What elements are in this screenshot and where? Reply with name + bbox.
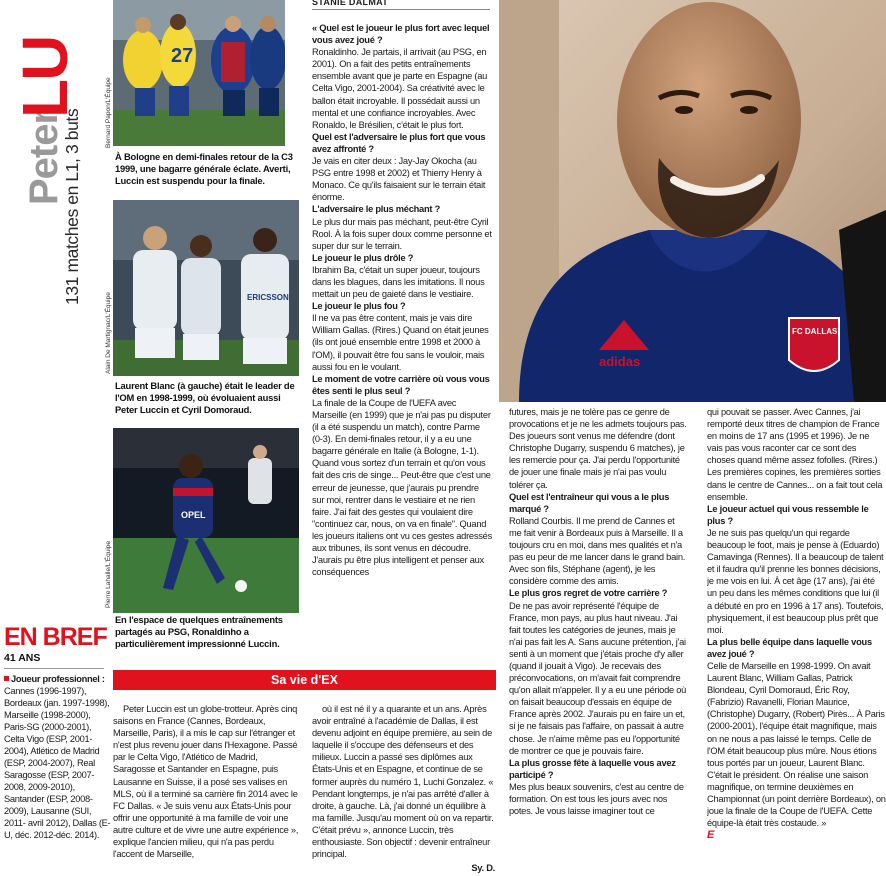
interview-answer: Je ne suis pas quelqu'un qui regarde beaucoup le foot, mais je pense à (Eduardo) Camavinga (Rennes). Il a beaucoup de talent et il faudra qu'il prenne les bonnes décisions, je me vois en lui. À cet âge (17 ans), j'ai été un peu dans les mêmes conditions que lui (il a débuté en pro en 1996 à 17 ans). Toutefois, physiquement, il est beaucoup plus prêt que moi. bbox=[707, 527, 884, 635]
interview-answer: La finale de la Coupe de l'UEFA avec Marseille (en 1999) que je n'ai pas pu disputer (il a été suspendu un match), contre Parme (0-3). En demi-finales retour, il y a eu une bagarre générale en Italie (à Bologne, 1-1). Quand vous sortez d'un terrain et qu'on vous fait des cris de singe... Peut-être que c'est une erreur de jeunesse, que j'aurais pu prendre sur moi, rentrer dans le vestiaire et ne rien faire. J'ai fait des gestes qui voulaient dire "continuez car, nous, on va en finale". Quand les joueurs italiens ont vu ces gestes adressés aux tribunes, ils sont venus en découdre. J'aurais pu être plus intelligent et penser aux conséquences bbox=[312, 397, 492, 578]
interview-question: La plus belle équipe dans laquelle vous avez joué ? bbox=[707, 636, 872, 659]
en-bref-title: EN BREF bbox=[4, 623, 107, 651]
interview-question: Le moment de votre carrière où vous vous êtes senti le plus seul ? bbox=[312, 373, 490, 396]
player-stats: 131 matches en L1, 3 buts bbox=[62, 108, 82, 305]
interview-question: Quel est l'adversaire le plus fort que vous avez affronté ? bbox=[312, 131, 486, 154]
en-bref-divider bbox=[4, 668, 104, 669]
career-text: Cannes (1996-1997), Bordeaux (jan. 1997-1998), Marseille (1998-2000), Paris-SG (2000-2001), Celta Vigo (ESP, 2001-2004), Atlético de Madrid (ESP, 2004-2007), Real Saragosse (ESP, 2007-2008, 2009-2010), Santander (ESP, 2008-2009), Lausanne (SUI, 2011- avril 2012), Dallas (E-U, déc. 2012-déc. 2014). bbox=[4, 686, 111, 840]
header-rule bbox=[312, 9, 490, 10]
interview-column-3 bbox=[707, 406, 886, 876]
interview-answer: Ronaldinho. Je partais, il arrivait (au PSG, en 2001). On a fait des petits entraînements ensemble avant que je parte en Espagne (au Celta Vigo, 2001-2004). Sa créativité avec le ballon était incroyable. Il possédait aussi un mental et une confiance incroyables. Avec Ronaldo, le Brésilien, c'était le plus fort. bbox=[312, 47, 488, 130]
opel-shirt-logo: OPEL bbox=[181, 510, 206, 520]
interview-answer: futures, mais je ne tolère pas ce genre de provocations et je ne les admets toujours pas. Des joueurs sont venus me défendre (dont Christophe Dugarry, suspendu 6 matches), je les remercie pour ça. J'ai perdu l'opportunité de jouer une finale mais je n'ai pas voulu tolérer ça. bbox=[509, 407, 687, 490]
interview-answer: qui pouvait se passer. Avec Cannes, j'ai remporté deux titres de champion de France en moins de 17 ans (1995 et 1996). Je ne vais pas vous raconter car ce sont des choses quand même assez fofolles. (Rires.) Les premières copines, les premières sorties dans le centre de Cannes... on a fait tout cela ensemble. bbox=[707, 407, 883, 502]
en-bref-box bbox=[4, 624, 112, 876]
sa-vie-column-2 bbox=[312, 703, 497, 876]
caption-psg: En l'espace de quelques entraînements partagés au PSG, Ronaldinho a particulièrement impressionné Luccin. bbox=[115, 614, 283, 649]
interview-question: « Quel est le joueur le plus fort avec lequel vous avez joué ? bbox=[312, 23, 490, 46]
interview-question: Le plus gros regret de votre carrière ? bbox=[509, 588, 668, 599]
psg-ronaldinho-image bbox=[113, 428, 299, 613]
fc-dallas-badge-icon bbox=[789, 318, 839, 371]
photo-credit-psg: Pierre Lahalle/L'Équipe bbox=[105, 540, 112, 608]
photo-credit-bologne: Bernard Papon/L'Équipe bbox=[105, 77, 112, 148]
photo-psg bbox=[113, 428, 299, 613]
en-bref-age: 41 ANS bbox=[4, 652, 41, 664]
career-label: Joueur professionnel : bbox=[11, 674, 105, 684]
caption-bologne: À Bologne en demi-finales retour de la C3 1999, une bagarre générale éclate. Averti, Luccin est suspendu pour la finale. bbox=[115, 151, 293, 186]
interview-answer: Je vais en citer deux : Jay-Jay Okocha (au PSG entre 1998 et 2002) et Thierry Henry à Monaco. Ce qu'ils faisaient sur le terrain était énorme. bbox=[312, 156, 486, 203]
interview-answer: Ibrahim Ba, c'était un super joueur, toujours dans les blagues, dans les imitations. Il nous mettait un peu de gaieté dans le vestiaire. bbox=[312, 264, 485, 300]
adidas-wordmark: adidas bbox=[599, 354, 641, 369]
bologne-players-image bbox=[113, 0, 285, 146]
interview-answer: Il ne va pas être content, mais je vais dire William Gallas. (Rires.) Quand on était jeunes (ils ont joué ensemble entre 1998 et 2000 à l'OM), il pouvait être fou sans le vouloir, mais aussi fou en le voulant. bbox=[312, 313, 489, 372]
vertical-name-band bbox=[0, 0, 113, 330]
player-last-name: LU bbox=[9, 36, 81, 118]
interview-question: Le joueur le plus fou ? bbox=[312, 301, 406, 312]
luccin-portrait-image bbox=[499, 0, 886, 402]
interview-question: Le joueur le plus drôle ? bbox=[312, 252, 414, 263]
svg-text:27: 27 bbox=[171, 45, 194, 67]
interview-column-2 bbox=[509, 406, 689, 876]
interview-answer: Celle de Marseille en 1998-1999. On avait Laurent Blanc, William Gallas, Patrick Blondeau, Cyril Domoraud, Éric Roy, (Fabrizio) Ravanelli, Florian Maurice, (Christophe) Dugarry, (Robert) Pirès... À Paris (2000-2001), l'équipe était magnifique, mais on ne nous a pas laissé le temps. Celle de l'OM était beaucoup plus mûre. Nous étions tous portés par un joueur, Laurent Blanc. C'était le président. On réalise une saison magnifique, on termine deuxièmes en Championnat (un point derrière Bordeaux), on joue la finale de la Coupe de l'UEFA. Cette équipe-là était très costaude. » bbox=[707, 660, 886, 829]
photo-bologne bbox=[113, 0, 285, 146]
interview-question: La plus grosse fête à laquelle vous avez participé ? bbox=[509, 757, 676, 780]
interview-answer: Le plus dur mais pas méchant, peut-être Cyril Rool. À la fois super doux comme personne et super dur sur le terrain. bbox=[312, 216, 492, 251]
photo-marseille bbox=[113, 200, 299, 376]
interviewer-byline: STANIE DALMAT bbox=[312, 0, 389, 7]
sa-vie-column-1 bbox=[113, 703, 300, 876]
caption-marseille: Laurent Blanc (à gauche) était le leader de l'OM en 1998-1999, où évoluaient aussi Peter Luccin et Cyril Domoraud. bbox=[115, 380, 295, 415]
marseille-players-image bbox=[113, 200, 299, 376]
interview-question: Le joueur actuel qui vous ressemble le plus ? bbox=[707, 503, 869, 526]
ericsson-shirt-logo: ERICSSON bbox=[247, 293, 289, 302]
portrait-photo bbox=[499, 0, 886, 402]
interview-question: Quel est l'entraîneur qui vous a le plus marqué ? bbox=[509, 491, 670, 514]
sa-vie-text-2: où il est né il y a quarante et un ans. Après avoir entraîné à l'académie de Dallas, il est devenu adjoint en équipe première, au sein de laquelle il s'occupe des défenseurs et des milieux. Luccin a passé ses diplômes aux États-Unis et en Espagne, et continue de se former auprès du numéro 1, Luchi Gonzalez. « Pendant longtemps, je n'ai pas arrêté d'aller à droite, à gauche. Là, j'ai donné un équilibre à ma famille. Jusqu'au moment où on va repartir. C'était prévu », annonce Luccin, très enthousiaste. Son objectif : devenir entraîneur principal. bbox=[312, 704, 494, 860]
sa-vie-signature: Sy. D. bbox=[467, 862, 495, 874]
sa-vie-title: Sa vie d'EX bbox=[271, 673, 338, 687]
interview-column-1 bbox=[312, 22, 492, 652]
interview-answer: De ne pas avoir représenté l'équipe de France, mon pays, au plus haut niveau. J'ai fait toutes les catégories de jeunes, mais je n'ai pas fait les A. Sans aucune prétention, j'ai senti à un moment que j'étais proche d'y aller (quand il jouait à Vigo). Je recevais des préconvocations, on m'avait fait comprendre qu'on allait m'appeler. Il y a eu une période où on faisait beaucoup d'essais en équipe de France après 2002. J'aurais pu en faire un et, si je ne faisais pas l'affaire, on passait à autre chose. Je n'aime même pas eu l'opportunité de montrer ce que je pouvais faire. bbox=[509, 600, 687, 756]
interview-question: L'adversaire le plus méchant ? bbox=[312, 204, 441, 215]
lequipe-end-mark: E bbox=[707, 829, 715, 842]
interview-answer: Mes plus beaux souvenirs, c'est au centre de formation. On est tous les jours avec nos potes. Je vous laisse imaginer tout ce bbox=[509, 781, 684, 817]
sa-vie-banner bbox=[113, 670, 496, 690]
sa-vie-text-1: Peter Luccin est un globe-trotteur. Après cinq saisons en France (Cannes, Bordeaux, Marseille, Paris), il a mis le cap sur l'étranger et n'est plus revenu jouer dans l'Hexagone. Passé par le Celta Vigo, l'Atlético de Madrid, Saragosse et Santander en Espagne, puis Lausanne en Suisse, il a posé ses valises en MLS, où il a terminé sa carrière fin 2014 avec le FC Dallas. « Je suis venu aux États-Unis pour offrir une opportunité à ma famille de voir une autre culture et de vivre une autre expérience », explique l'ancien milieu, qui n'a pas perdu l'accent de Marseille, bbox=[113, 704, 299, 860]
photo-credit-marseille: Alain De Martignac/L'Équipe bbox=[105, 292, 112, 374]
fc-dallas-badge-text: FC DALLAS bbox=[792, 327, 838, 336]
interview-answer: Rolland Courbis. Il me prend de Cannes et me fait venir à Bordeaux puis à Marseille. Il a toujours cru en moi, dans mes qualités et n'a pas eu peur de me lancer dans le grand bain. Avec son fils, Stéphane (agent), je les considère comme des amis. bbox=[509, 515, 686, 587]
player-first-name: Peter bbox=[22, 109, 66, 205]
bullet-icon bbox=[4, 676, 9, 681]
